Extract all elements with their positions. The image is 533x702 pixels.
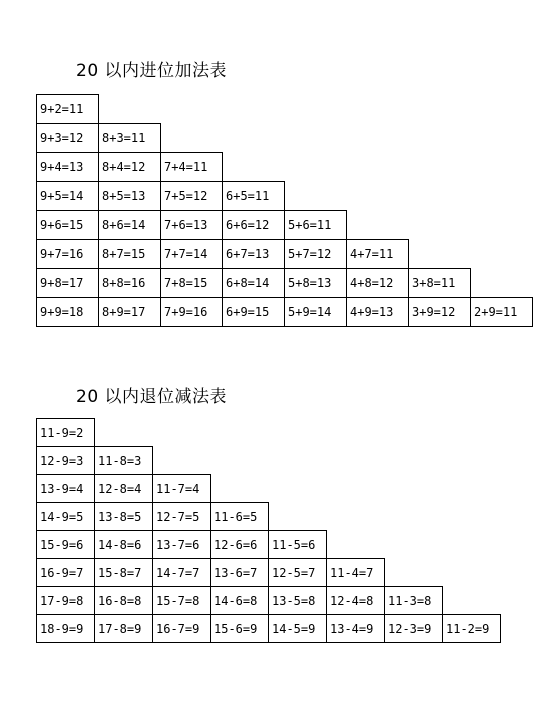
subtraction-row [36, 502, 268, 531]
subtraction-cell: 11-4=7 [326, 558, 385, 587]
addition-table [36, 94, 518, 330]
addition-cell: 9+7=16 [36, 239, 99, 269]
subtraction-row [36, 418, 94, 447]
addition-cell: 8+5=13 [98, 181, 161, 211]
addition-cell: 7+7=14 [160, 239, 223, 269]
subtraction-cell: 13-4=9 [326, 614, 385, 643]
subtraction-cell: 11-6=5 [210, 502, 269, 531]
subtraction-cell: 14-5=9 [268, 614, 327, 643]
subtraction-cell: 14-6=8 [210, 586, 269, 615]
addition-cell: 5+6=11 [284, 210, 347, 240]
addition-cell: 8+8=16 [98, 268, 161, 298]
addition-cell: 2+9=11 [470, 297, 533, 327]
addition-cell: 9+6=15 [36, 210, 99, 240]
subtraction-cell: 12-5=7 [268, 558, 327, 587]
subtraction-cell: 15-9=6 [36, 530, 95, 559]
subtraction-cell: 11-3=8 [384, 586, 443, 615]
addition-table-title: 20 以内进位加法表 [76, 61, 228, 81]
addition-row [36, 123, 160, 153]
addition-cell: 6+6=12 [222, 210, 285, 240]
subtraction-cell: 12-9=3 [36, 446, 95, 475]
addition-cell: 9+2=11 [36, 94, 99, 124]
subtraction-cell: 14-9=5 [36, 502, 95, 531]
subtraction-cell: 11-2=9 [442, 614, 501, 643]
addition-cell: 7+8=15 [160, 268, 223, 298]
subtraction-cell: 13-6=7 [210, 558, 269, 587]
addition-cell: 8+4=12 [98, 152, 161, 182]
addition-row [36, 152, 222, 182]
addition-cell: 6+7=13 [222, 239, 285, 269]
addition-row [36, 239, 408, 269]
addition-cell: 5+8=13 [284, 268, 347, 298]
addition-cell: 6+8=14 [222, 268, 285, 298]
addition-cell: 8+9=17 [98, 297, 161, 327]
addition-cell: 8+6=14 [98, 210, 161, 240]
subtraction-cell: 17-8=9 [94, 614, 153, 643]
subtraction-cell: 14-7=7 [152, 558, 211, 587]
subtraction-cell: 15-7=8 [152, 586, 211, 615]
addition-cell: 7+9=16 [160, 297, 223, 327]
subtraction-row [36, 614, 500, 643]
addition-cell: 9+3=12 [36, 123, 99, 153]
subtraction-cell: 11-9=2 [36, 418, 95, 447]
subtraction-row [36, 558, 384, 587]
addition-cell: 7+4=11 [160, 152, 223, 182]
subtraction-row [36, 586, 442, 615]
subtraction-cell: 17-9=8 [36, 586, 95, 615]
addition-cell: 3+9=12 [408, 297, 471, 327]
addition-row [36, 268, 470, 298]
subtraction-cell: 13-5=8 [268, 586, 327, 615]
addition-cell: 4+9=13 [346, 297, 409, 327]
subtraction-cell: 12-6=6 [210, 530, 269, 559]
subtraction-cell: 16-9=7 [36, 558, 95, 587]
subtraction-cell: 11-7=4 [152, 474, 211, 503]
subtraction-cell: 12-4=8 [326, 586, 385, 615]
addition-row [36, 94, 98, 124]
addition-cell: 4+8=12 [346, 268, 409, 298]
subtraction-table [36, 418, 496, 644]
addition-cell: 9+8=17 [36, 268, 99, 298]
subtraction-cell: 11-8=3 [94, 446, 153, 475]
subtraction-table-title: 20 以内退位减法表 [76, 387, 228, 407]
subtraction-cell: 11-5=6 [268, 530, 327, 559]
addition-cell: 7+5=12 [160, 181, 223, 211]
subtraction-cell: 13-9=4 [36, 474, 95, 503]
addition-row [36, 297, 532, 327]
subtraction-cell: 18-9=9 [36, 614, 95, 643]
subtraction-cell: 16-7=9 [152, 614, 211, 643]
subtraction-row [36, 446, 152, 475]
addition-cell: 6+5=11 [222, 181, 285, 211]
subtraction-cell: 13-8=5 [94, 502, 153, 531]
addition-cell: 3+8=11 [408, 268, 471, 298]
subtraction-row [36, 530, 326, 559]
subtraction-cell: 13-7=6 [152, 530, 211, 559]
addition-cell: 4+7=11 [346, 239, 409, 269]
subtraction-cell: 12-7=5 [152, 502, 211, 531]
addition-cell: 8+3=11 [98, 123, 161, 153]
addition-cell: 9+5=14 [36, 181, 99, 211]
subtraction-cell: 16-8=8 [94, 586, 153, 615]
subtraction-cell: 14-8=6 [94, 530, 153, 559]
subtraction-cell: 15-6=9 [210, 614, 269, 643]
addition-cell: 6+9=15 [222, 297, 285, 327]
addition-cell: 7+6=13 [160, 210, 223, 240]
subtraction-cell: 12-3=9 [384, 614, 443, 643]
addition-cell: 9+9=18 [36, 297, 99, 327]
subtraction-cell: 12-8=4 [94, 474, 153, 503]
addition-row [36, 210, 346, 240]
subtraction-row [36, 474, 210, 503]
addition-cell: 8+7=15 [98, 239, 161, 269]
subtraction-cell: 15-8=7 [94, 558, 153, 587]
addition-cell: 9+4=13 [36, 152, 99, 182]
addition-cell: 5+9=14 [284, 297, 347, 327]
addition-row [36, 181, 284, 211]
addition-cell: 5+7=12 [284, 239, 347, 269]
